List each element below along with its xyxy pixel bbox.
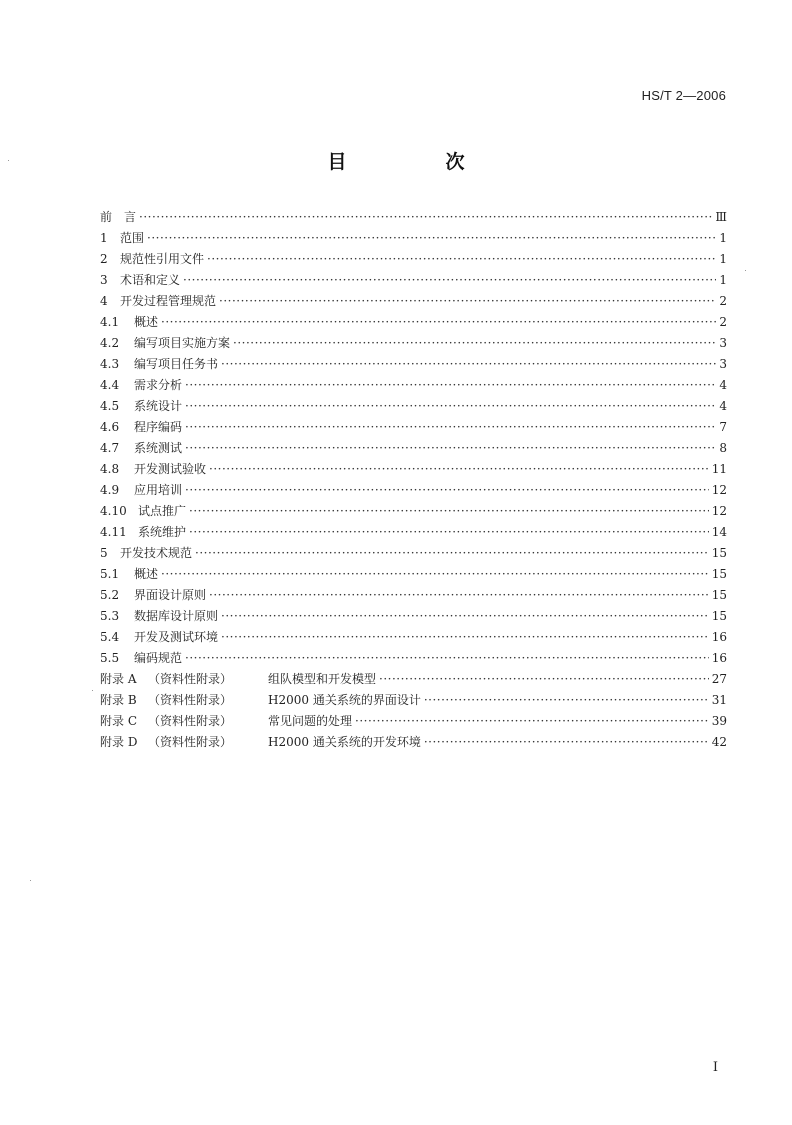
toc-entry-label: 需求分析 bbox=[134, 378, 183, 392]
toc-entry-label: 开发测试验收 bbox=[134, 462, 207, 476]
toc-entry-number: 5.4 bbox=[100, 630, 120, 644]
toc-dot-leader bbox=[185, 417, 716, 438]
toc-entry-label: 系统测试 bbox=[134, 441, 183, 455]
toc-entry-number: 4.9 bbox=[100, 483, 120, 497]
standard-code: HS/T 2—2006 bbox=[641, 88, 726, 103]
toc-dot-leader bbox=[233, 333, 716, 354]
toc-entry-page: 15 bbox=[711, 546, 727, 560]
toc-dot-leader bbox=[189, 501, 709, 522]
toc-entry-label: 程序编码 bbox=[134, 420, 183, 434]
toc-entry-page: 2 bbox=[719, 294, 727, 308]
scan-speck bbox=[30, 880, 31, 881]
toc-entry[interactable] bbox=[100, 711, 727, 732]
toc-entry[interactable] bbox=[100, 291, 727, 312]
toc-entry-page: 8 bbox=[719, 441, 727, 455]
toc-entry-number: 4.10 bbox=[100, 504, 127, 518]
toc-entry-page: 3 bbox=[719, 357, 727, 371]
toc-entry-number: 3 bbox=[100, 273, 108, 287]
toc-entry-label: 数据库设计原则 bbox=[134, 609, 219, 623]
toc-entry-page: 11 bbox=[711, 462, 727, 476]
toc-entry-label: H2000 通关系统的开发环境 bbox=[268, 735, 421, 749]
toc-dot-leader bbox=[424, 690, 709, 711]
page-number: Ⅰ bbox=[712, 1060, 718, 1075]
toc-dot-leader bbox=[379, 669, 709, 690]
toc-entry-label: 概述 bbox=[134, 567, 159, 581]
toc-dot-leader bbox=[139, 207, 712, 228]
toc-entry-label: 系统设计 bbox=[134, 399, 183, 413]
toc-dot-leader bbox=[209, 585, 709, 606]
toc-entry-label: 前 言 bbox=[100, 210, 137, 224]
toc-entry-page: 39 bbox=[711, 714, 727, 728]
toc-entry-page: 16 bbox=[711, 630, 727, 644]
toc-entry[interactable] bbox=[100, 312, 727, 333]
scan-speck bbox=[92, 690, 93, 691]
toc-entry[interactable] bbox=[100, 270, 727, 291]
toc-entry[interactable] bbox=[100, 354, 727, 375]
toc-entry-number: 5.3 bbox=[100, 609, 120, 623]
toc-dot-leader bbox=[161, 312, 716, 333]
toc-dot-leader bbox=[161, 564, 709, 585]
toc-entry-page: 12 bbox=[711, 483, 727, 497]
toc-entry-label: H2000 通关系统的界面设计 bbox=[268, 693, 421, 707]
toc-entry-page: 1 bbox=[719, 231, 727, 245]
toc-appendix-type: （资料性附录） bbox=[148, 735, 233, 749]
toc-dot-leader bbox=[221, 354, 716, 375]
toc-dot-leader bbox=[185, 396, 716, 417]
toc-entry-label: 系统维护 bbox=[138, 525, 187, 539]
toc-entry[interactable] bbox=[100, 249, 727, 270]
page-title: 目 次 bbox=[327, 151, 505, 173]
toc-entry-page: 2 bbox=[719, 315, 727, 329]
toc-dot-leader bbox=[221, 627, 709, 648]
toc-entry-number: 4.3 bbox=[100, 357, 120, 371]
toc-entry-number: 附录 A bbox=[100, 672, 137, 686]
toc-entry[interactable] bbox=[100, 732, 727, 753]
toc-entry-number: 5.5 bbox=[100, 651, 120, 665]
toc-entry-number: 4.1 bbox=[100, 315, 120, 329]
toc-entry-number: 附录 C bbox=[100, 714, 137, 728]
table-of-contents bbox=[100, 207, 727, 753]
toc-entry[interactable] bbox=[100, 333, 727, 354]
toc-entry-page: 15 bbox=[711, 609, 727, 623]
toc-entry-number: 5.1 bbox=[100, 567, 120, 581]
toc-dot-leader bbox=[185, 648, 709, 669]
toc-entry-page: 42 bbox=[711, 735, 727, 749]
toc-entry-page: Ⅲ bbox=[715, 210, 727, 224]
toc-entry-label: 编码规范 bbox=[134, 651, 183, 665]
toc-entry-label: 概述 bbox=[134, 315, 159, 329]
toc-entry[interactable] bbox=[100, 669, 727, 690]
toc-entry[interactable] bbox=[100, 396, 727, 417]
toc-entry[interactable] bbox=[100, 228, 727, 249]
toc-entry-number: 5 bbox=[100, 546, 108, 560]
toc-dot-leader bbox=[355, 711, 709, 732]
toc-dot-leader bbox=[189, 522, 709, 543]
scan-speck bbox=[745, 270, 746, 271]
toc-entry-page: 15 bbox=[711, 567, 727, 581]
toc-entry-page: 4 bbox=[719, 378, 727, 392]
toc-entry-number: 2 bbox=[100, 252, 108, 266]
toc-entry[interactable] bbox=[100, 627, 727, 648]
toc-entry-number: 4.8 bbox=[100, 462, 120, 476]
toc-entry[interactable] bbox=[100, 501, 727, 522]
toc-entry-label: 界面设计原则 bbox=[134, 588, 207, 602]
toc-dot-leader bbox=[185, 480, 709, 501]
toc-appendix-type: （资料性附录） bbox=[148, 714, 233, 728]
toc-entry[interactable] bbox=[100, 543, 727, 564]
toc-entry[interactable] bbox=[100, 417, 727, 438]
toc-entry-number: 附录 B bbox=[100, 693, 137, 707]
toc-entry-label: 常见问题的处理 bbox=[268, 714, 353, 728]
toc-entry[interactable] bbox=[100, 648, 727, 669]
toc-entry-number: 4.7 bbox=[100, 441, 120, 455]
toc-entry[interactable] bbox=[100, 438, 727, 459]
toc-dot-leader bbox=[209, 459, 709, 480]
toc-entry-label: 组队模型和开发模型 bbox=[268, 672, 377, 686]
toc-dot-leader bbox=[183, 270, 716, 291]
toc-entry-number: 4.4 bbox=[100, 378, 120, 392]
toc-dot-leader bbox=[185, 438, 716, 459]
toc-entry[interactable] bbox=[100, 480, 727, 501]
toc-entry-label: 规范性引用文件 bbox=[120, 252, 205, 266]
toc-entry-label: 编写项目实施方案 bbox=[134, 336, 231, 350]
toc-entry-label: 开发及测试环境 bbox=[134, 630, 219, 644]
toc-entry-label: 编写项目任务书 bbox=[134, 357, 219, 371]
toc-dot-leader bbox=[221, 606, 709, 627]
toc-entry-number: 4.11 bbox=[100, 525, 127, 539]
toc-entry-page: 3 bbox=[719, 336, 727, 350]
toc-entry[interactable] bbox=[100, 459, 727, 480]
toc-entry-page: 12 bbox=[711, 504, 727, 518]
toc-entry-page: 7 bbox=[719, 420, 727, 434]
toc-entry-page: 1 bbox=[719, 252, 727, 266]
toc-entry-page: 31 bbox=[711, 693, 727, 707]
toc-entry[interactable] bbox=[100, 606, 727, 627]
toc-entry-page: 1 bbox=[719, 273, 727, 287]
toc-appendix-type: （资料性附录） bbox=[148, 672, 233, 686]
toc-dot-leader bbox=[207, 249, 716, 270]
toc-entry-page: 15 bbox=[711, 588, 727, 602]
toc-entry[interactable] bbox=[100, 375, 727, 396]
toc-entry-page: 14 bbox=[711, 525, 727, 539]
toc-entry-page: 27 bbox=[711, 672, 727, 686]
toc-entry-number: 5.2 bbox=[100, 588, 120, 602]
toc-entry-label: 应用培训 bbox=[134, 483, 183, 497]
toc-entry[interactable] bbox=[100, 585, 727, 606]
scan-speck bbox=[8, 160, 9, 161]
toc-appendix-type: （资料性附录） bbox=[148, 693, 233, 707]
toc-entry-number: 4 bbox=[100, 294, 108, 308]
toc-entry[interactable] bbox=[100, 564, 727, 585]
toc-entry-number: 附录 D bbox=[100, 735, 138, 749]
toc-dot-leader bbox=[185, 375, 716, 396]
toc-entry-label: 开发过程管理规范 bbox=[120, 294, 217, 308]
toc-dot-leader bbox=[219, 291, 716, 312]
toc-entry-label: 开发技术规范 bbox=[120, 546, 193, 560]
toc-dot-leader bbox=[147, 228, 716, 249]
toc-entry-page: 4 bbox=[719, 399, 727, 413]
toc-entry-number: 4.2 bbox=[100, 336, 120, 350]
toc-entry[interactable] bbox=[100, 690, 727, 711]
toc-entry-number: 4.6 bbox=[100, 420, 120, 434]
toc-dot-leader bbox=[424, 732, 709, 753]
toc-entry-label: 术语和定义 bbox=[120, 273, 181, 287]
toc-entry-label: 试点推广 bbox=[138, 504, 187, 518]
toc-entry[interactable] bbox=[100, 522, 727, 543]
toc-entry-number: 1 bbox=[100, 231, 108, 245]
toc-entry-number: 4.5 bbox=[100, 399, 120, 413]
toc-dot-leader bbox=[195, 543, 709, 564]
toc-entry[interactable] bbox=[100, 207, 727, 228]
toc-entry-page: 16 bbox=[711, 651, 727, 665]
toc-entry-label: 范围 bbox=[120, 231, 145, 245]
